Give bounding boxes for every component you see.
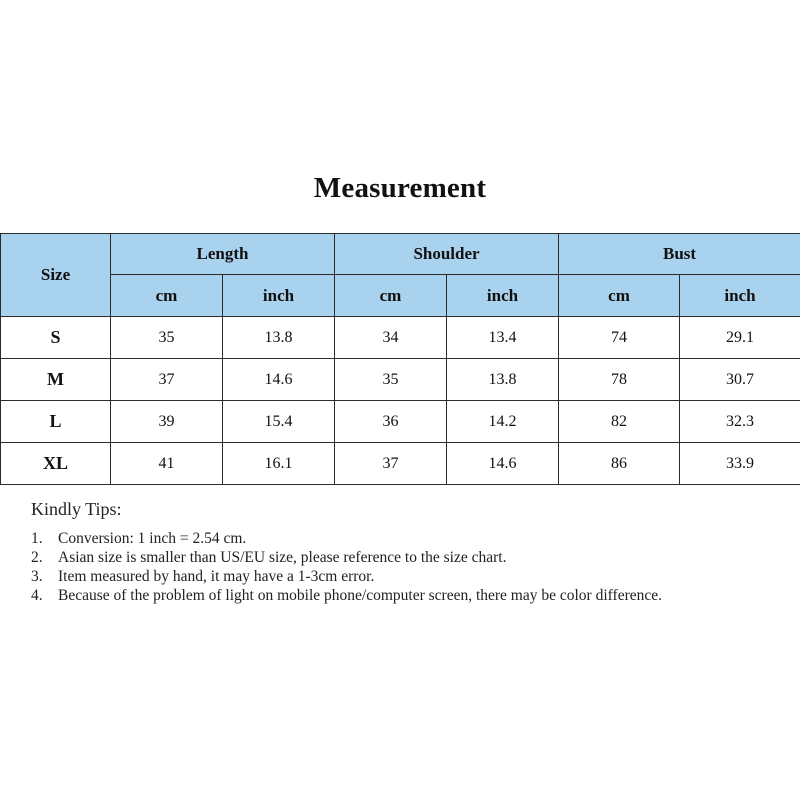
table-cell: 37 — [111, 359, 223, 401]
list-item — [31, 548, 708, 567]
size-column-header: Size — [1, 234, 111, 317]
table-cell: 82 — [559, 401, 680, 443]
table-cell: 37 — [335, 443, 447, 485]
length-group-header: Length — [111, 234, 335, 275]
table-cell: 41 — [111, 443, 223, 485]
table-cell: 14.6 — [223, 359, 335, 401]
unit-header: inch — [447, 275, 559, 317]
table-cell: 74 — [559, 317, 680, 359]
unit-header: inch — [680, 275, 800, 317]
list-item-text: Asian size is smaller than US/EU size, please reference to the size chart. — [58, 549, 507, 566]
table-cell: 34 — [335, 317, 447, 359]
list-item-text: Because of the problem of light on mobile phone/computer screen, there may be color difference. — [58, 587, 662, 604]
table-cell: 35 — [111, 317, 223, 359]
tips-title: Kindly Tips: — [31, 499, 122, 519]
tips-list — [31, 529, 708, 605]
list-item-text: Conversion: 1 inch = 2.54 cm. — [58, 530, 247, 547]
shoulder-group-header: Shoulder — [335, 234, 559, 275]
table-cell: 14.6 — [447, 443, 559, 485]
table-row — [1, 359, 800, 401]
table-cell: 86 — [559, 443, 680, 485]
table-cell: 13.8 — [447, 359, 559, 401]
table-cell: 15.4 — [223, 401, 335, 443]
table-cell: 29.1 — [680, 317, 800, 359]
unit-header: inch — [223, 275, 335, 317]
unit-header: cm — [559, 275, 680, 317]
table-header-row — [1, 234, 800, 275]
size-label-cell: L — [1, 401, 111, 443]
table-cell: 13.4 — [447, 317, 559, 359]
list-item — [31, 567, 708, 586]
page-title: Measurement — [313, 172, 487, 204]
table-cell: 39 — [111, 401, 223, 443]
size-chart-table — [0, 233, 800, 485]
table-cell: 78 — [559, 359, 680, 401]
table-cell: 13.8 — [223, 317, 335, 359]
unit-header: cm — [111, 275, 223, 317]
table-cell: 36 — [335, 401, 447, 443]
table-cell: 14.2 — [447, 401, 559, 443]
size-label-cell: S — [1, 317, 111, 359]
bust-group-header: Bust — [559, 234, 800, 275]
table-row — [1, 443, 800, 485]
table-row — [1, 401, 800, 443]
table-cell: 33.9 — [680, 443, 800, 485]
list-item-number: 1. — [31, 530, 43, 547]
size-label-cell: M — [1, 359, 111, 401]
list-item-number: 2. — [31, 549, 43, 566]
list-item — [31, 586, 708, 605]
table-row — [1, 317, 800, 359]
list-item-number: 4. — [31, 587, 43, 604]
table-cell: 32.3 — [680, 401, 800, 443]
list-item — [31, 529, 708, 548]
list-item-number: 3. — [31, 568, 43, 585]
table-cell: 35 — [335, 359, 447, 401]
list-item-text: Item measured by hand, it may have a 1-3cm error. — [58, 568, 375, 585]
table-cell: 30.7 — [680, 359, 800, 401]
size-label-cell: XL — [1, 443, 111, 485]
table-cell: 16.1 — [223, 443, 335, 485]
unit-header-row — [1, 275, 800, 317]
unit-header: cm — [335, 275, 447, 317]
tips-section — [31, 500, 708, 605]
